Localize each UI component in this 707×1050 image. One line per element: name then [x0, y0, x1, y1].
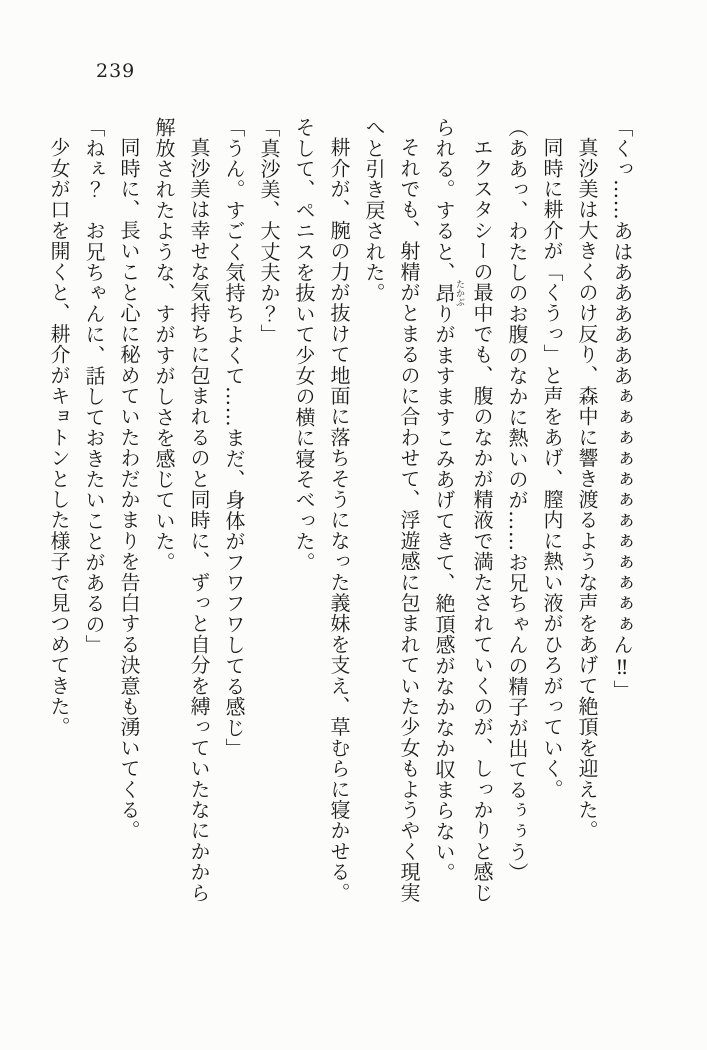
ruby-text: たかぶ: [454, 279, 464, 307]
text-line: エクスタシーの最中でも、腹のなかが精液で満たされていくのが、しっかりと感じ: [470, 137, 494, 903]
text-line: 同時に耕介が「くうっ」と声をあげ、膣内に熱い液がひろがっていく。: [540, 137, 564, 800]
ruby-base: 昂: [432, 279, 456, 307]
text-area: [41, 117, 639, 937]
text-segment: りがますますこみあげてきて、絶頂感がなかなか収まらない。: [432, 303, 456, 883]
text-line: 解放されたような、すがすがしさを感じていた。: [152, 117, 176, 573]
text-line: （ああっ、わたしのお腹のなかに熱いのが……お兄ちゃんの精子が出てるぅぅう）: [505, 117, 529, 883]
page-number: 239: [96, 60, 136, 82]
text-segment: られる。すると、: [432, 117, 456, 283]
text-line: それでも、射精がとまるのに合わせて、浮遊感に包まれていた少女もようやく現実: [397, 137, 421, 903]
text-line: 真沙美は幸せな気持ちに包まれるのと同時に、ずっと自分を縛っていたなにかから: [187, 137, 211, 903]
text-line: 耕介が、腕の力が抜けて地面に落ちそうになった義妹を支え、草むらに寝かせる。: [327, 137, 351, 903]
text-line: 「うん。すごく気持ちよくて……まだ、身体がフワフワしてる感じ」: [222, 117, 246, 759]
text-line: そして、ペニスを抜いて少女の横に寝そべった。: [292, 117, 316, 573]
text-line: 少女が口を開くと、耕介がキョトンとした様子で見つめてきた。: [47, 137, 71, 738]
ruby-annotation: [432, 279, 464, 307]
text-line: 同時に、長いこと心に秘めていたわだかまりを告白する決意も湧いてくる。: [117, 137, 141, 841]
text-line: 「ねぇ？ お兄ちゃんに、話しておきたいことがあるの」: [82, 117, 106, 656]
text-line: へと引き戻された。: [362, 117, 386, 304]
text-line: 真沙美は大きくのけ反り、森中に響き渡るような声をあげて絶頂を迎えた。: [575, 137, 599, 841]
text-line: 「真沙美、大丈夫か？」: [257, 117, 281, 345]
text-line: 「くっ……あはああああああぁぁぁぁぁぁぁぁぁぁぁぁん‼」: [610, 117, 634, 701]
text-line: [426, 117, 464, 937]
